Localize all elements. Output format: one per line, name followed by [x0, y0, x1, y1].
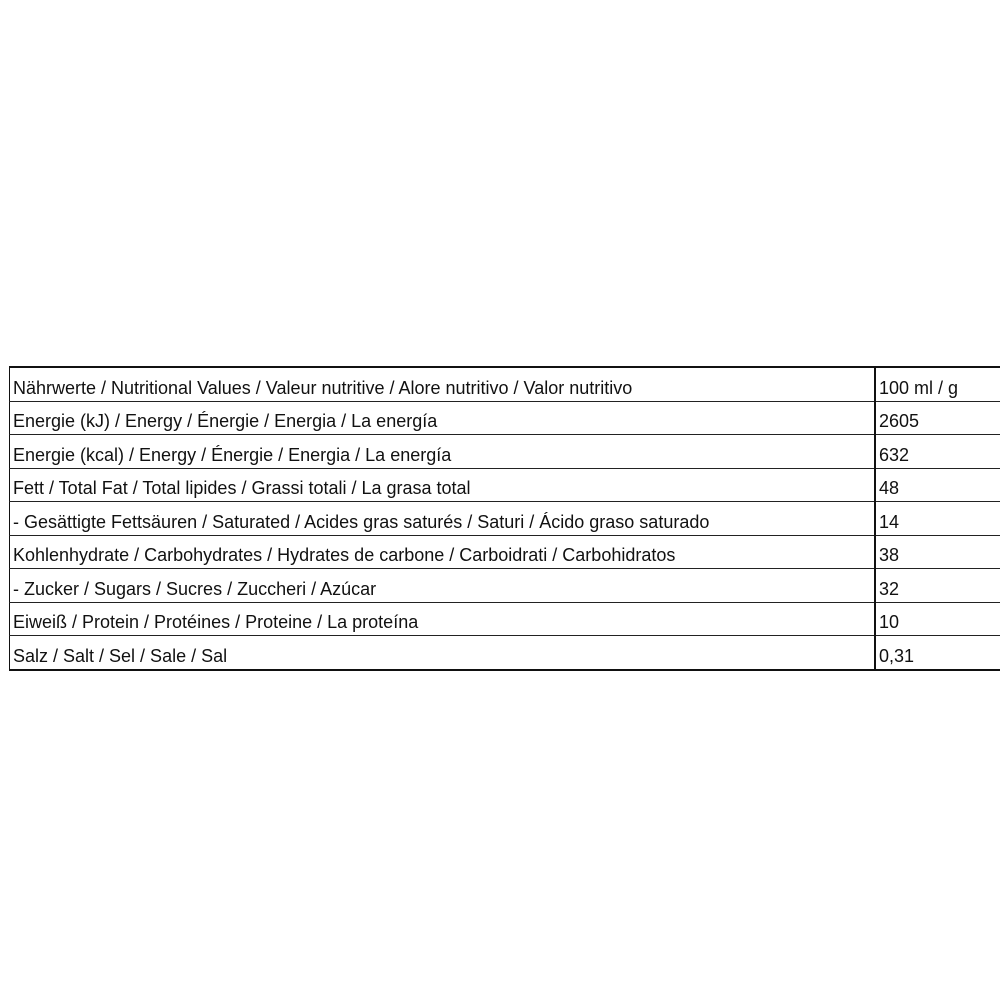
row-value-saturated: 14 — [875, 502, 1000, 536]
row-label-saturated: - Gesättigte Fettsäuren / Saturated / Acides gras saturés / Saturi / Ácido graso saturado — [10, 502, 876, 536]
row-value-salt: 0,31 — [879, 645, 915, 666]
nutrition-table — [9, 366, 1000, 671]
row-value-header: 100 ml / g — [875, 367, 1000, 401]
row-label-fat: Fett / Total Fat / Total lipides / Grassi totali / La grasa total — [10, 468, 876, 502]
table-row-saturated — [10, 502, 1000, 536]
row-label-sugars: - Zucker / Sugars / Sucres / Zuccheri / Azúcar — [10, 569, 876, 603]
row-label-energy-kj: Energie (kJ) / Energy / Énergie / Energia / La energía — [10, 401, 876, 435]
table-row-header — [10, 367, 1000, 401]
row-value-fat: 48 — [875, 468, 1000, 502]
table-row-sugars — [10, 569, 1000, 603]
row-label-protein: Eiweiß / Protein / Protéines / Proteine / La proteína — [10, 602, 876, 636]
row-value-energy-kj: 2605 — [875, 401, 1000, 435]
row-value-energy-kcal: 632 — [875, 435, 1000, 469]
row-label-carbohydrates: Kohlenhydrate / Carbohydrates / Hydrates de carbone / Carboidrati / Carbohidratos — [10, 535, 876, 569]
row-value-protein: 10 — [875, 602, 1000, 636]
table-row-salt — [10, 636, 1000, 670]
table-row-protein — [10, 602, 1000, 636]
table-row-carbohydrates — [10, 535, 1000, 569]
table-row-energy-kcal — [10, 435, 1000, 469]
row-value-carbohydrates: 38 — [875, 535, 1000, 569]
table-row-fat — [10, 468, 1000, 502]
table-row-energy-kj — [10, 401, 1000, 435]
row-label-salt: Salz / Salt / Sel / Sale / Sal — [10, 636, 876, 670]
row-value-sugars: 32 — [875, 569, 1000, 603]
row-label-energy-kcal: Energie (kcal) / Energy / Énergie / Energia / La energía — [10, 435, 876, 469]
row-label-header: Nährwerte / Nutritional Values / Valeur nutritive / Alore nutritivo / Valor nutritivo — [10, 367, 876, 401]
